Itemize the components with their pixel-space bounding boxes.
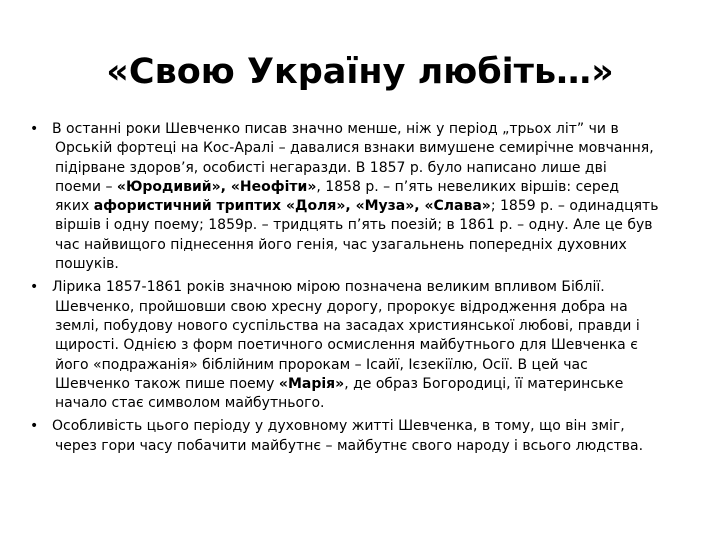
text-span: віршів і одну поему; 1859р. – тридцять п’ять поезій; в 1861 р. – одну. Але це був — [55, 217, 653, 234]
text-span: , 1858 р. – п’ять невеликих віршів: серед — [316, 178, 620, 195]
text-line — [52, 139, 690, 158]
text-line — [52, 437, 690, 456]
text-line — [52, 178, 690, 197]
text-span: землі, побудову нового суспільства на засадах християнської любові, правди і — [55, 317, 640, 334]
bullet-icon: • — [30, 279, 39, 296]
text-span: поеми – — [55, 178, 117, 195]
text-line — [52, 317, 690, 336]
text-span: ; 1859 р. – одинадцять — [490, 198, 659, 215]
text-span: яких — [55, 198, 94, 215]
bullet-paragraph — [30, 417, 690, 456]
text-line — [52, 375, 690, 394]
text-line — [52, 197, 690, 216]
text-span: через гори часу побачити майбутнє – майбутнє свого народу і всього людства. — [55, 437, 644, 454]
text-span: пошуків. — [55, 256, 119, 273]
text-span: Орській фортеці на Кос-Аралі – давалися взнаки вимушене семирічне мовчання, — [55, 140, 654, 157]
text-line — [52, 278, 690, 297]
bullet-paragraph — [30, 278, 690, 413]
text-line — [52, 120, 690, 139]
text-line — [52, 216, 690, 235]
bullet-paragraph — [30, 120, 690, 274]
text-span: , де образ Богородиці, її материнське — [344, 375, 624, 392]
text-span: Особливість цього періоду у духовному житті Шевченка, в тому, що він зміг, — [52, 418, 625, 435]
text-line — [52, 298, 690, 317]
text-line — [52, 236, 690, 255]
slide-body — [30, 120, 690, 460]
bold-text: афористичний триптих «Доля», «Муза», «Слава» — [93, 198, 491, 215]
bold-text: «Марія» — [278, 375, 345, 392]
text-line — [52, 394, 690, 413]
text-span: Шевченко, пройшовши свою хресну дорогу, пророкує відродження добра на — [55, 298, 628, 315]
text-span: його «подражанія» біблійним пророкам – Ісайї, Ієзекіїлю, Осії. В цей час — [55, 356, 588, 373]
slide-title: «Свою Україну любіть…» — [106, 52, 614, 92]
text-span: Шевченко також пише поему — [55, 375, 279, 392]
bold-text: «Юродивий», «Неофіти» — [116, 178, 317, 195]
text-span: час найвищого піднесення його генія, час узагальнень попередніх духовних — [55, 236, 627, 253]
text-line — [52, 356, 690, 375]
text-line — [52, 255, 690, 274]
text-span: В останні роки Шевченко писав значно менше, ніж у період „трьох літ” чи в — [52, 121, 619, 137]
text-span: підірване здоров’я, особисті негаразди. В 1857 р. було написано лише дві — [55, 159, 607, 176]
text-line — [52, 417, 690, 436]
text-span: Лірика 1857-1861 років значною мірою позначена великим впливом Біблії. — [52, 279, 605, 296]
text-span: щирості. Однією з форм поетичного осмислення майбутнього для Шевченка є — [55, 337, 638, 354]
bullet-icon: • — [30, 418, 39, 435]
text-line — [52, 159, 690, 178]
text-line — [52, 336, 690, 355]
bullet-icon: • — [30, 121, 39, 137]
text-span: начало стає символом майбутнього. — [55, 395, 325, 412]
